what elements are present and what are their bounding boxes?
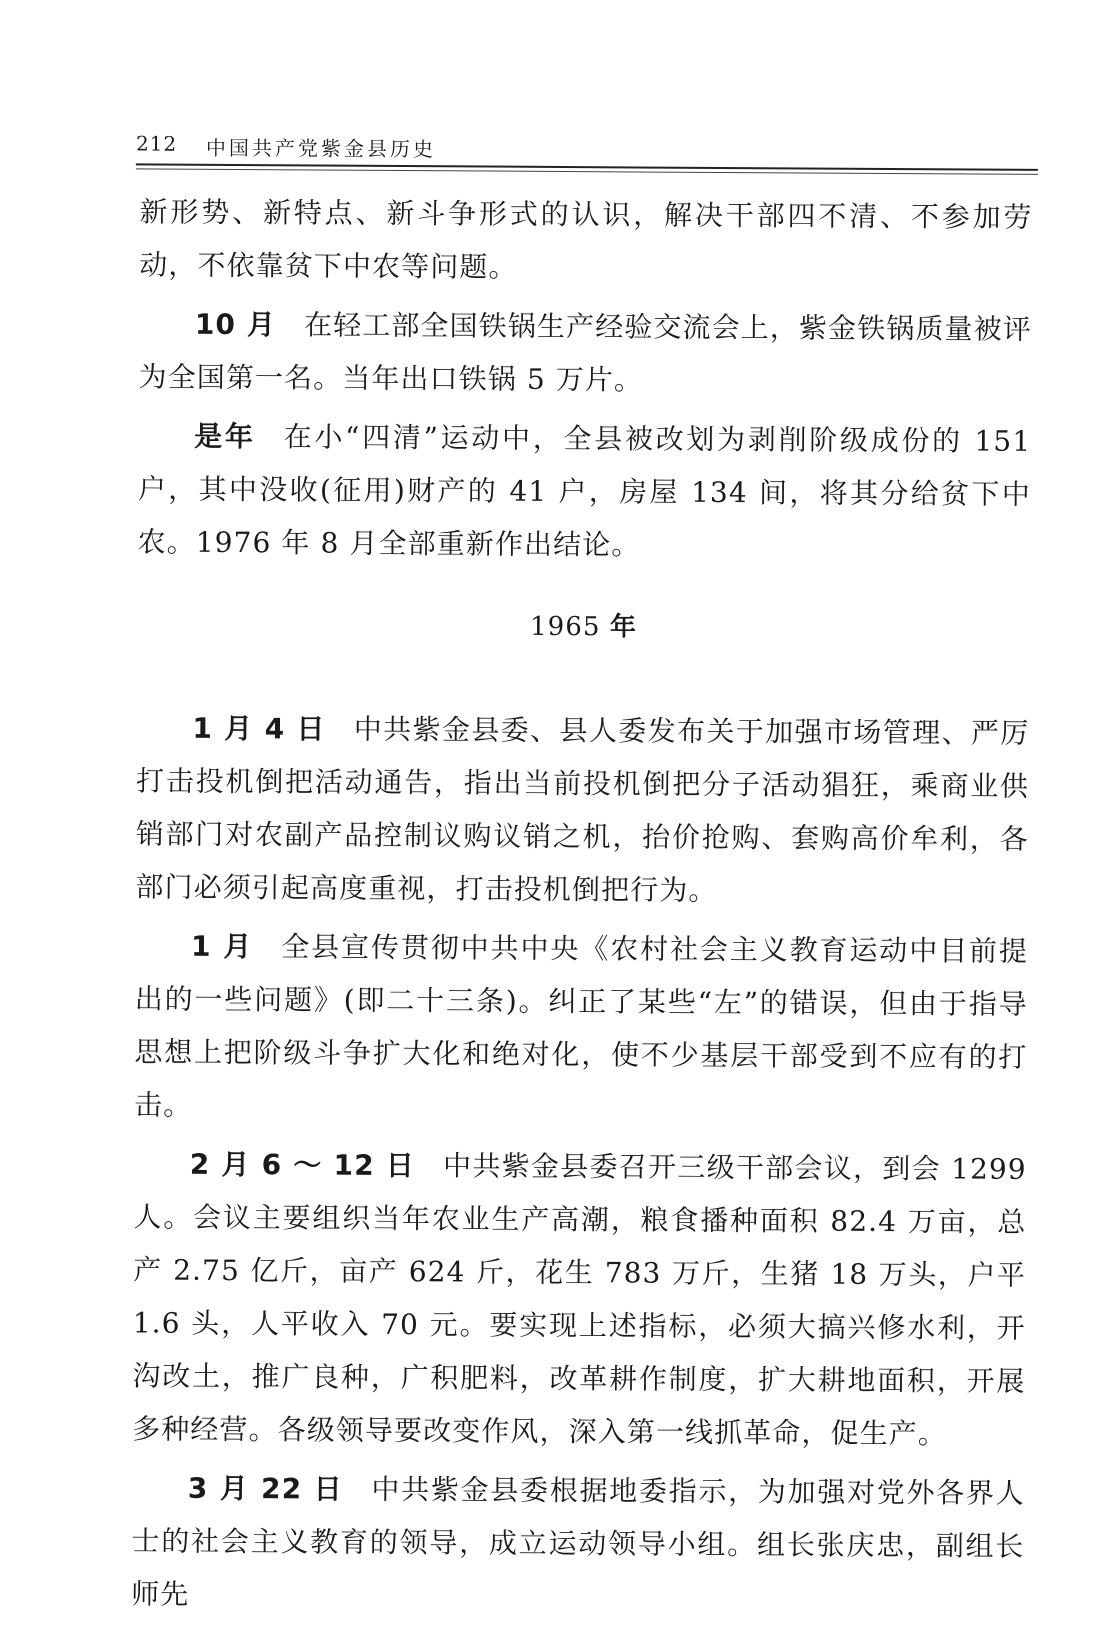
entry-date: 1 月 4 日 xyxy=(192,711,326,746)
entry-date: 是年 xyxy=(194,419,256,454)
year-heading xyxy=(137,598,1030,656)
entry-date: 10 月 xyxy=(194,307,277,342)
entry-jan xyxy=(134,919,1028,1136)
entry-text: 中共紫金县委根据地委指示，为加强对党外各界人士的社会主义教育的领导，成立运动领导小组。组长张庆忠，副组长师先 xyxy=(131,1472,1025,1611)
entry-jan4 xyxy=(135,701,1029,918)
entry-that-year xyxy=(137,409,1031,573)
entry-oct xyxy=(138,297,1032,408)
entry-date: 1 月 xyxy=(190,929,254,964)
year-number: 1965 xyxy=(529,611,601,643)
page-number: 212 xyxy=(135,131,178,156)
entry-date: 2 月 6 ～ 12 日 xyxy=(189,1147,416,1183)
continuation-paragraph xyxy=(139,185,1033,296)
year-char: 年 xyxy=(609,612,638,643)
book-title: 中国共产党紫金县历史 xyxy=(205,135,437,162)
entry-text: 在小“四清”运动中，全县被改划为剥削阶级成份的 151 户，其中没收(征用)财产的 41 户，房屋 134 间，将其分给贫下中农。1976 年 8 月全部重新作出结论。 xyxy=(137,420,1032,562)
entry-mar22 xyxy=(131,1461,1025,1625)
entry-text: 中共紫金县委召开三级干部会议，到会 1299 人。会议主要组织当年农业生产高潮，粮食播种面积 82.4 万亩，总产 2.75 亿斤，亩产 624 斤，花生 783 万斤，生猪 18 万头，户平 1.6 头，人平收入 70 元。要实现上述指标，必须大搞兴修水利，开沟改土，推广良种，广积肥料，改革耕作制度，扩大耕地面积，开展多种经营。各级领导要改变作风，深入第一线抓革命，促生产。 xyxy=(132,1149,1027,1451)
entry-text: 中共紫金县委、县人委发布关于加强市场管理、严厉打击投机倒把活动通告，指出当前投机倒把分子活动猖狂，乘商业供销部门对农副产品控制议购议销之机，抬价抢购、套购高价牟利，各部门必须引起高度重视，打击投机倒把行为。 xyxy=(135,712,1030,907)
entry-date: 3 月 22 日 xyxy=(187,1471,344,1506)
entry-text: 全县宣传贯彻中共中央《农村社会主义教育运动中目前提出的一些问题》(即二十三条)。纠正了某些“左”的错误，但由于指导思想上把阶级斗争扩大化和绝对化，使不少基层干部受到不应有的打击。 xyxy=(134,930,1029,1122)
entry-feb xyxy=(132,1137,1027,1460)
paragraph-text: 新形势、新特点、新斗争形式的认识，解决干部四不清、不参加劳动，不依靠贫下中农等问题。 xyxy=(139,195,1033,284)
entry-text: 在轻工部全国铁锅生产经验交流会上，紫金铁锅质量被评为全国第一名。当年出口铁锅 5 万片。 xyxy=(138,308,1032,397)
body-text xyxy=(131,185,1033,1631)
